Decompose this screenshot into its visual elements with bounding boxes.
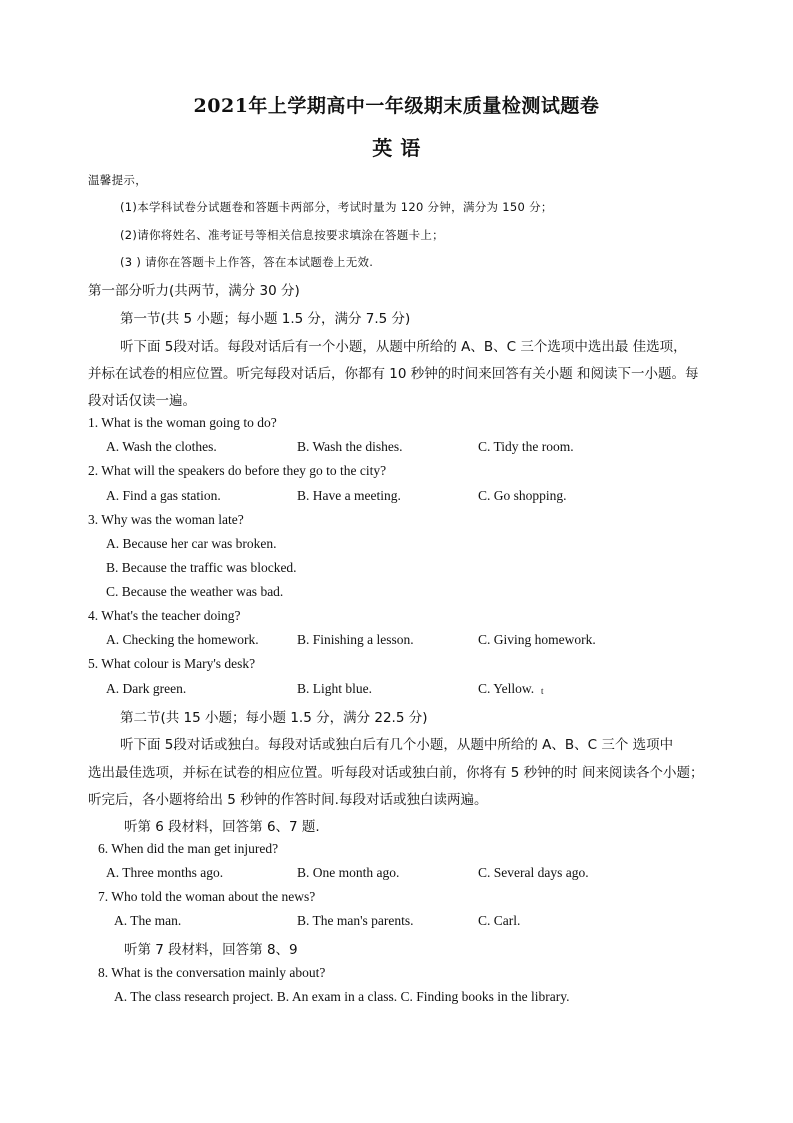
section1-instruction-3: 段对话仅读一遍。	[88, 393, 196, 409]
question-6-option-c: C. Several days ago.	[478, 865, 589, 880]
question-7-option-a: A. The man.	[114, 913, 182, 928]
section1-heading: 第一节(共 5 小题；每小题 1.5 分，满分 7.5 分)	[120, 311, 411, 327]
material-7-heading: 听第 7 段材料，回答第 8、9	[124, 942, 298, 958]
question-7-stem: 7. Who told the woman about the news?	[98, 889, 316, 904]
section2-instruction-1: 听下面 5段对话或独白。每段对话或独白后有几个小题，从题中所给的 A、B、C 三个 选项中	[120, 737, 674, 753]
part1-heading: 第一部分听力(共两节，满分 30 分)	[88, 283, 300, 299]
question-6-stem: 6. When did the man get injured?	[98, 841, 279, 856]
question-4-option-a: A. Checking the homework.	[106, 632, 259, 647]
tips-heading: 温馨提示，	[88, 173, 147, 187]
material-6-heading: 听第 6 段材料，回答第 6、7 题.	[124, 819, 320, 835]
question-2-option-a: A. Find a gas station.	[106, 488, 221, 503]
question-6-option-b: B. One month ago.	[297, 865, 400, 880]
question-4-option-c: C. Giving homework.	[478, 632, 596, 647]
question-8-stem: 8. What is the conversation mainly about?	[98, 965, 326, 980]
question-1-option-a: A. Wash the clothes.	[106, 439, 217, 454]
section2-instruction-3: 听完后，各小题将给出 5 秒钟的作答时间.每段对话或独白读两遍。	[88, 792, 488, 808]
question-3-option-a: A. Because her car was broken.	[106, 536, 277, 551]
question-7-option-b: B. The man's parents.	[297, 913, 414, 928]
question-5-option-c: C. Yellow.	[478, 681, 535, 696]
section1-instruction-2: 并标在试卷的相应位置。听完每段对话后，你都有 10 秒钟的时间来回答有关小题 和阅读下一小题。每	[88, 366, 699, 382]
question-1-option-b: B. Wash the dishes.	[297, 439, 403, 454]
question-2-option-b: B. Have a meeting.	[297, 488, 401, 503]
question-3-stem: 3. Why was the woman late?	[88, 512, 244, 527]
section2-instruction-2: 选出最佳选项，并标在试卷的相应位置。听每段对话或独白前，你将有 5 秒钟的时 间来阅读各个小题；	[88, 765, 704, 781]
question-5-option-a: A. Dark green.	[106, 681, 187, 696]
question-3-option-c: C. Because the weather was bad.	[106, 584, 284, 599]
question-8-options: A. The class research project. B. An exam in a class. C. Finding books in the library.	[114, 989, 570, 1004]
question-2-option-c: C. Go shopping.	[478, 488, 567, 503]
question-3-option-b: B. Because the traffic was blocked.	[106, 560, 297, 575]
tip-item-2: (2)请你将姓名、准考证号等相关信息按要求填涂在答题卡上；	[120, 228, 444, 242]
question-1-option-c: C. Tidy the room.	[478, 439, 574, 454]
question-6-option-a: A. Three months ago.	[106, 865, 224, 880]
exam-title: 2021年上学期高中一年级期末质量检测试题卷	[193, 95, 600, 117]
tip-item-3: (3 ) 请你在答题卡上作答，答在本试题卷上无效.	[120, 255, 374, 269]
question-5-stem: 5. What colour is Mary's desk?	[88, 656, 256, 671]
tip-item-1: (1)本学科试卷分试题卷和答题卡两部分，考试时量为 120 分钟，满分为 150 分；	[120, 200, 553, 214]
question-1-stem: 1. What is the woman going to do?	[88, 415, 277, 430]
section1-instruction-1: 听下面 5段对话。每段对话后有一个小题，从题中所给的 A、B、C 三个选项中选出最 佳选项，	[120, 339, 687, 355]
subject-title: 英 语	[372, 136, 421, 160]
section2-heading: 第二节(共 15 小题；每小题 1.5 分，满分 22.5 分)	[120, 710, 428, 726]
stray-mark: t	[541, 686, 544, 696]
question-7-option-c: C. Carl.	[478, 913, 521, 928]
question-4-stem: 4. What's the teacher doing?	[88, 608, 241, 623]
question-4-option-b: B. Finishing a lesson.	[297, 632, 414, 647]
question-2-stem: 2. What will the speakers do before they go to the city?	[88, 463, 387, 478]
question-5-option-b: B. Light blue.	[297, 681, 372, 696]
